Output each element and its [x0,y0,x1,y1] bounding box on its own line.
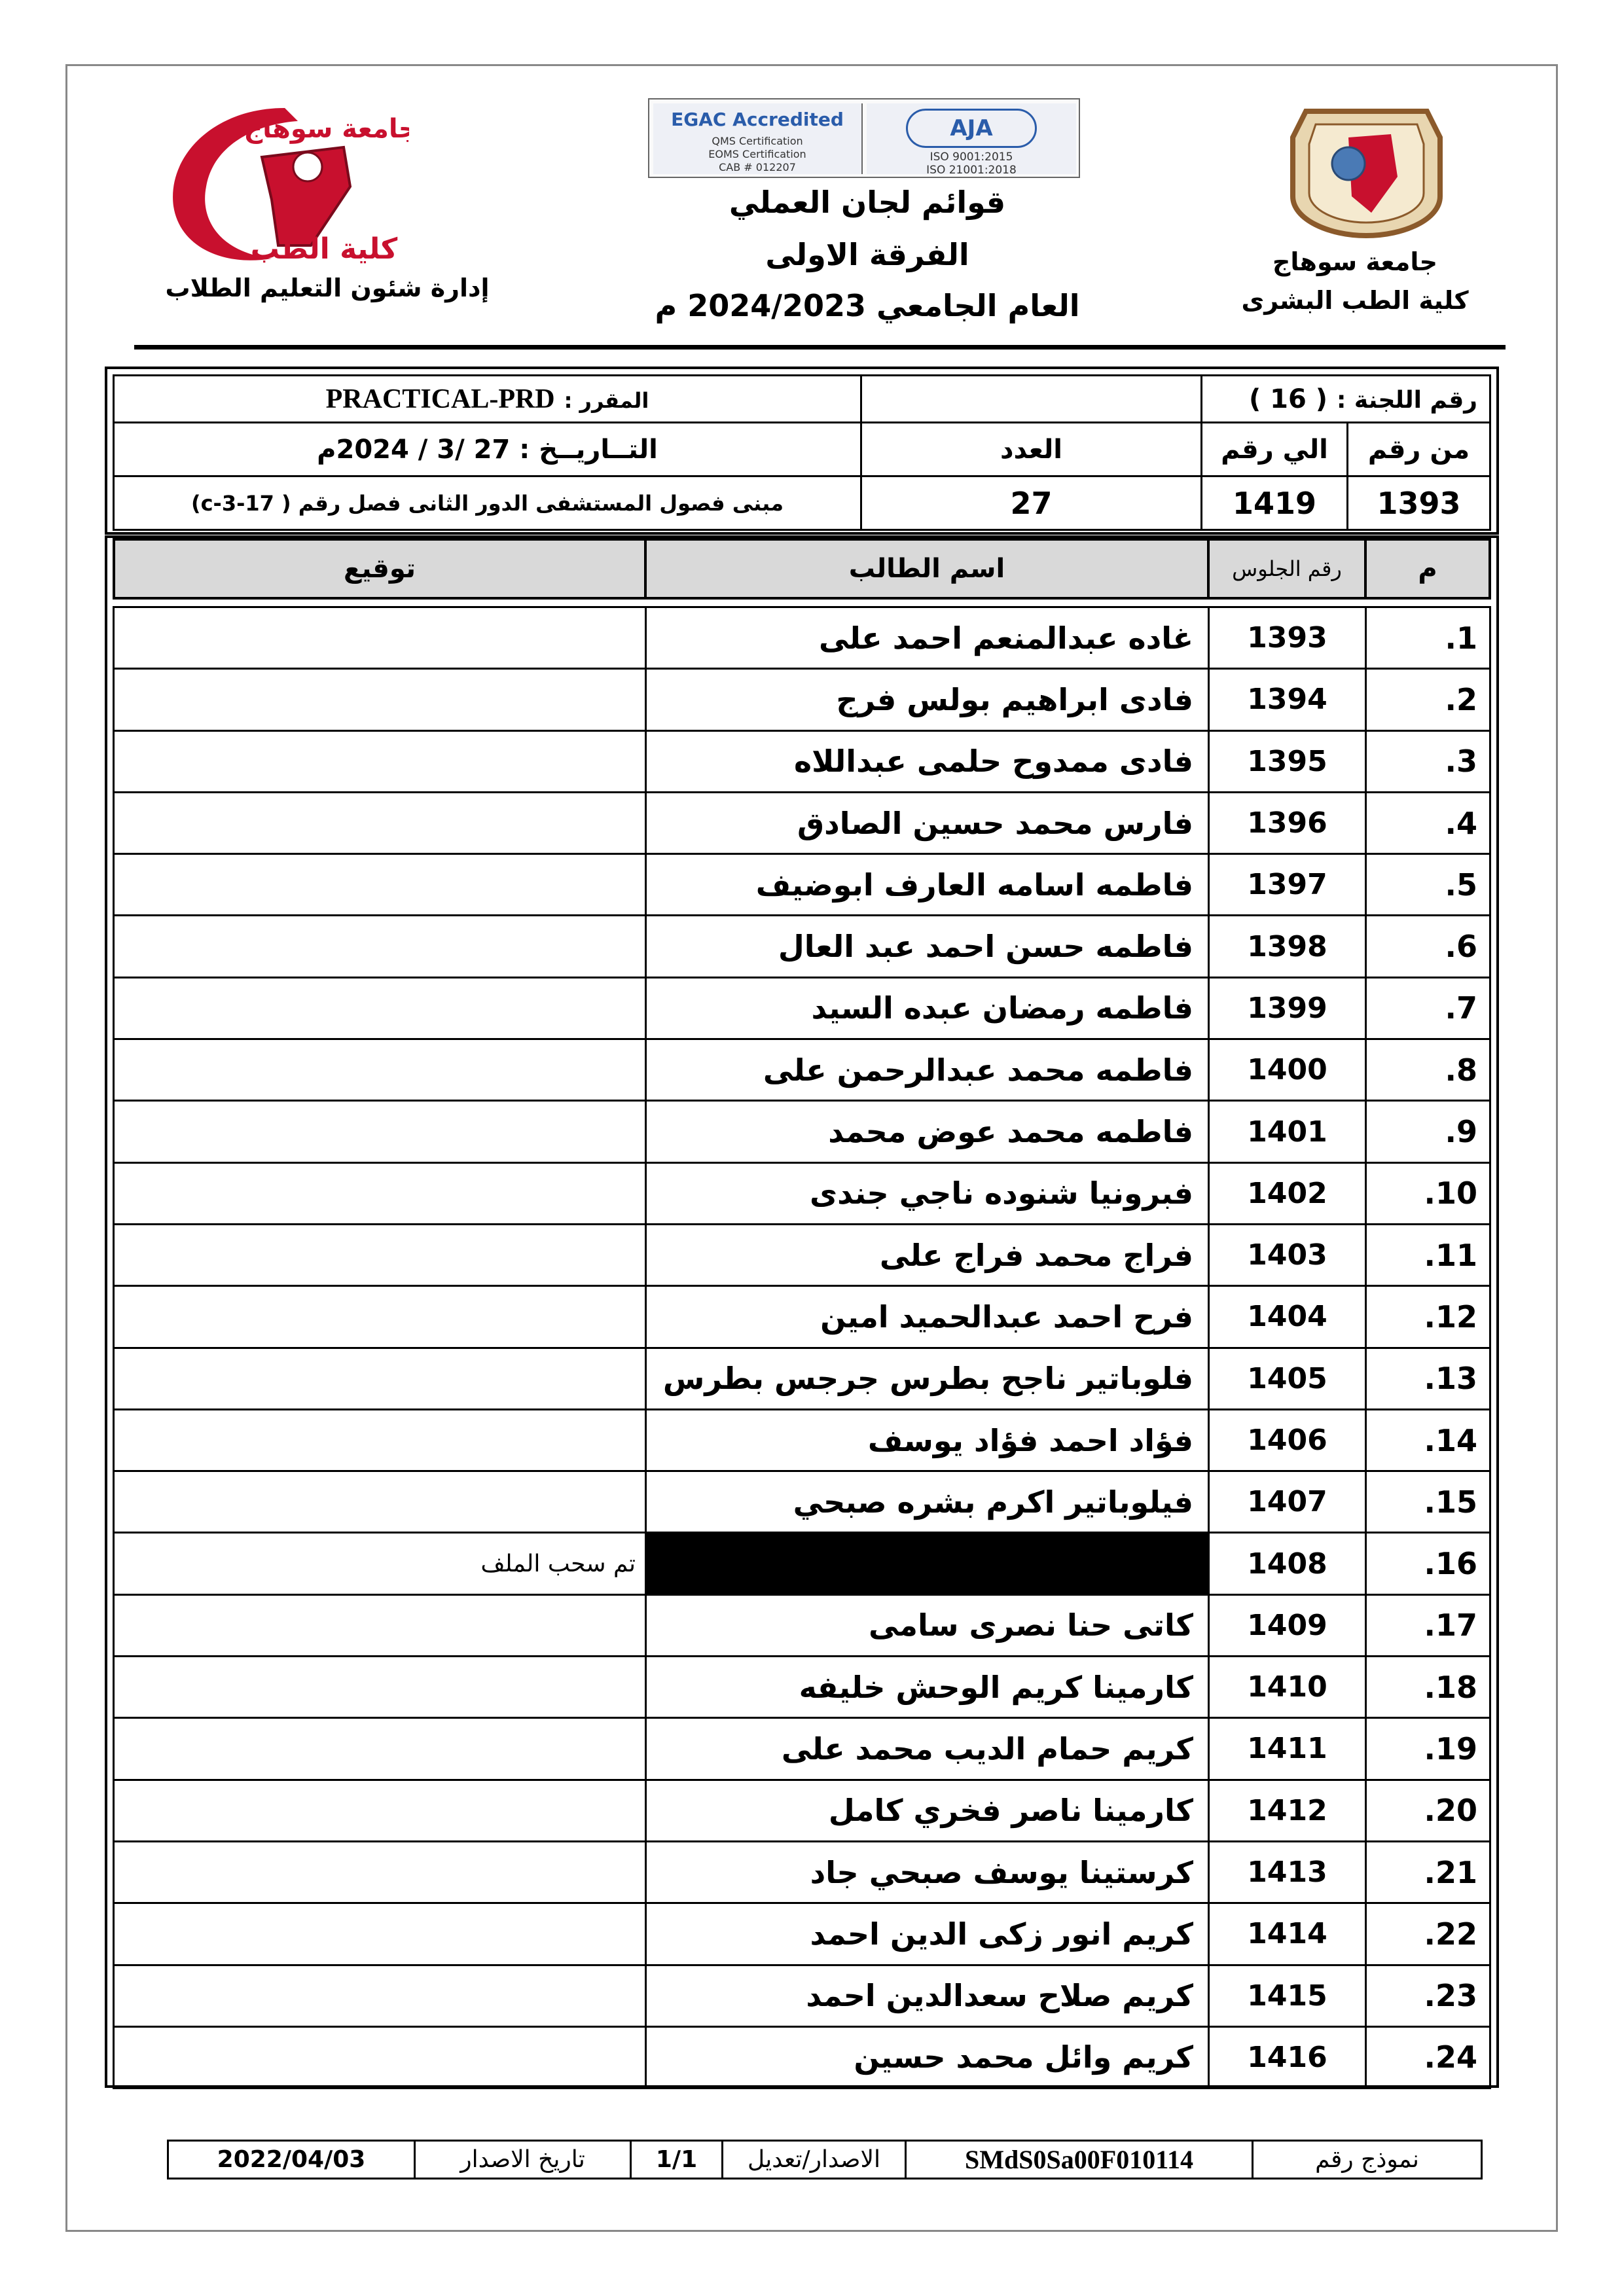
university-name: جامعة سوهاج [1272,247,1438,276]
row-signature [114,1039,646,1101]
row-signature [114,1286,646,1348]
row-index: 7. [1366,977,1490,1039]
row-signature [114,1594,646,1656]
row-seat-number: 1395 [1209,730,1366,792]
form-footer [167,2140,1483,2179]
row-student-name: فاطمه محمد عبدالرحمن على [646,1039,1209,1101]
student-row [114,607,1490,669]
row-student-name: فاطمه حسن احمد عبد العال [646,916,1209,977]
row-index: 11. [1366,1224,1490,1285]
row-signature [114,730,646,792]
student-row [114,1286,1490,1348]
row-index: 6. [1366,916,1490,977]
course-label: المقرر : [564,387,649,413]
row-student-name-redacted [646,1533,1209,1594]
version-label: الاصدار/تعديل [723,2141,906,2179]
row-student-name: كريم انور زكى الدين احمد [646,1903,1209,1965]
from-value: 1393 [1348,476,1490,530]
row-index: 8. [1366,1039,1490,1101]
form-number-label: نموذج رقم [1253,2141,1482,2179]
title-line-3: العام الجامعي 2024/2023 م [655,288,1080,323]
info-row-labels [114,423,1490,476]
faculty-logo [154,95,409,268]
student-row [114,854,1490,916]
student-rows [114,607,1490,2089]
student-row [114,1224,1490,1285]
university-seal [1286,98,1447,239]
info-row-committee [114,376,1490,423]
row-signature [114,2026,646,2088]
row-seat-number: 1396 [1209,792,1366,853]
student-row [114,916,1490,977]
row-signature [114,1841,646,1903]
row-seat-number: 1408 [1209,1533,1366,1594]
issue-date-value: 2022/04/03 [168,2141,415,2179]
row-index: 9. [1366,1101,1490,1162]
title-line-2: الفرقة الاولى [765,237,969,272]
info-row-values [114,476,1490,530]
column-seat: رقم الجلوس [1208,539,1365,598]
row-seat-number: 1413 [1209,1841,1366,1903]
certification-logos [648,98,1080,178]
logo-bottom-text: كلية الطب [250,232,398,266]
count-label: العدد [861,423,1202,476]
egac-sub1: QMS Certification [712,135,803,147]
student-list-table [113,606,1491,2089]
egac-sub3: CAB # 012207 [719,161,796,173]
student-row [114,730,1490,792]
row-seat-number: 1399 [1209,977,1366,1039]
row-index: 24. [1366,2026,1490,2088]
row-seat-number: 1401 [1209,1101,1366,1162]
row-seat-number: 1394 [1209,669,1366,730]
row-index: 14. [1366,1409,1490,1471]
row-index: 20. [1366,1780,1490,1841]
row-index: 15. [1366,1471,1490,1533]
course-value: PRACTICAL-PRD [325,384,555,414]
row-signature [114,1657,646,1718]
student-row [114,1594,1490,1656]
row-student-name: فاطمه اسامه العارف ابوضيف [646,854,1209,916]
version-value: 1/1 [631,2141,723,2179]
row-index: 12. [1366,1286,1490,1348]
row-seat-number: 1403 [1209,1224,1366,1285]
row-student-name: فيلوباتير اكرم بشره صبحي [646,1471,1209,1533]
row-signature [114,1101,646,1162]
row-student-name: كارمينا ناصر فخري كامل [646,1780,1209,1841]
row-student-name: فادى ممدوح حلمى عبداللاه [646,730,1209,792]
egac-logo [653,103,863,174]
egac-title: EGAC Accredited [671,109,844,130]
student-list-box [105,535,1499,2088]
row-index: 17. [1366,1594,1490,1656]
committee-value: ( 16 ) [1248,384,1328,414]
student-row [114,1780,1490,1841]
aja-logo [867,103,1076,177]
row-signature [114,792,646,853]
student-row [114,1965,1490,2026]
row-signature [114,669,646,730]
row-seat-number: 1415 [1209,1965,1366,2026]
row-student-name: فارس محمد حسين الصادق [646,792,1209,853]
row-student-name: كريم حمام الديب محمد على [646,1718,1209,1780]
row-seat-number: 1406 [1209,1409,1366,1471]
header-rule [134,345,1506,350]
row-signature [114,1348,646,1409]
row-seat-number: 1409 [1209,1594,1366,1656]
aja-sub2: ISO 21001:2018 [926,164,1017,177]
row-seat-number: 1398 [1209,916,1366,977]
row-student-name: كارمينا كريم الوحش خليفه [646,1657,1209,1718]
title-line-1: قوائم لجان العملي [729,185,1006,220]
row-index: 22. [1366,1903,1490,1965]
row-seat-number: 1416 [1209,2026,1366,2088]
row-index: 2. [1366,669,1490,730]
row-index: 23. [1366,1965,1490,2026]
row-student-name: كاتى حنا نصرى سامى [646,1594,1209,1656]
row-index: 16. [1366,1533,1490,1594]
student-row [114,1162,1490,1224]
course-cell [114,376,861,423]
row-seat-number: 1412 [1209,1780,1366,1841]
egac-sub2: EOMS Certification [708,148,806,160]
logo-face-shape [293,152,322,181]
row-index: 10. [1366,1162,1490,1224]
row-seat-number: 1402 [1209,1162,1366,1224]
row-student-name: فادى ابراهيم بولس فرج [646,669,1209,730]
row-student-name: فرح احمد عبدالحميد امين [646,1286,1209,1348]
row-signature [114,1162,646,1224]
row-index: 1. [1366,607,1490,669]
row-index: 21. [1366,1841,1490,1903]
date-cell [114,423,861,476]
date-value: 27 /3 / 2024م [317,434,511,465]
row-index: 4. [1366,792,1490,853]
row-student-name: غاده عبدالمنعم احمد على [646,607,1209,669]
row-seat-number: 1410 [1209,1657,1366,1718]
committee-cell [1202,376,1490,423]
logo-top-text: جامعة سوهاج [244,114,409,144]
student-row [114,669,1490,730]
row-note: تم سحب الملف [114,1533,646,1594]
row-student-name: كرستينا يوسف صبحي جاد [646,1841,1209,1903]
row-student-name: فراج محمد فراج على [646,1224,1209,1285]
row-signature [114,1471,646,1533]
row-seat-number: 1405 [1209,1348,1366,1409]
aja-title: AJA [906,109,1037,148]
student-row [114,1039,1490,1101]
row-seat-number: 1411 [1209,1718,1366,1780]
row-signature [114,916,646,977]
row-index: 19. [1366,1718,1490,1780]
committee-label: رقم اللجنة : [1336,386,1477,414]
aja-sub1: ISO 9001:2015 [929,151,1013,164]
issue-date-label: تاريخ الاصدار [415,2141,631,2179]
date-label: التــاريــخ : [519,434,658,465]
student-row [114,1101,1490,1162]
seal-globe-shape [1332,147,1365,180]
row-student-name: فلوباتير ناجح بطرس جرجس بطرس [646,1348,1209,1409]
student-row [114,1657,1490,1718]
row-signature [114,854,646,916]
row-student-name: فؤاد احمد فؤاد يوسف [646,1409,1209,1471]
row-student-name: كريم صلاح سعدالدين احمد [646,1965,1209,2026]
blank-cell [861,376,1202,423]
student-row [114,1718,1490,1780]
row-seat-number: 1393 [1209,607,1366,669]
student-row [114,792,1490,853]
student-row [114,2026,1490,2088]
column-index: م [1365,539,1490,598]
committee-info-box [105,367,1499,535]
row-student-name: فبرونيا شنوده ناجي جندى [646,1162,1209,1224]
row-signature [114,977,646,1039]
row-signature [114,1903,646,1965]
row-seat-number: 1407 [1209,1471,1366,1533]
student-row [114,1841,1490,1903]
row-seat-number: 1400 [1209,1039,1366,1101]
row-index: 18. [1366,1657,1490,1718]
row-signature [114,607,646,669]
student-row [114,1409,1490,1471]
to-label: الي رقم [1202,423,1348,476]
from-label: من رقم [1348,423,1490,476]
row-seat-number: 1414 [1209,1903,1366,1965]
count-value: 27 [861,476,1202,530]
student-row [114,1533,1490,1594]
form-number-value: SMdS0Sa00F010114 [906,2141,1253,2179]
row-seat-number: 1404 [1209,1286,1366,1348]
committee-info-table [113,374,1491,531]
row-index: 5. [1366,854,1490,916]
row-student-name: فاطمه محمد عوض محمد [646,1101,1209,1162]
student-list-header [113,538,1491,600]
row-student-name: كريم وائل محمد حسين [646,2026,1209,2088]
row-signature [114,1965,646,2026]
student-row [114,1348,1490,1409]
student-row [114,977,1490,1039]
row-signature [114,1409,646,1471]
location-value: مبنى فصول المستشفى الدور الثانى فصل رقم ( 17-3-c) [114,476,861,530]
department-name: إدارة شئون التعليم الطلاب [165,274,490,302]
row-seat-number: 1397 [1209,854,1366,916]
row-index: 13. [1366,1348,1490,1409]
row-signature [114,1780,646,1841]
student-row [114,1471,1490,1533]
column-signature: توقيع [114,539,645,598]
row-signature [114,1224,646,1285]
to-value: 1419 [1202,476,1348,530]
column-name: اسم الطالب [645,539,1208,598]
row-index: 3. [1366,730,1490,792]
faculty-name: كلية الطب البشرى [1241,286,1469,315]
row-signature [114,1718,646,1780]
student-row [114,1903,1490,1965]
row-student-name: فاطمه رمضان عبده السيد [646,977,1209,1039]
